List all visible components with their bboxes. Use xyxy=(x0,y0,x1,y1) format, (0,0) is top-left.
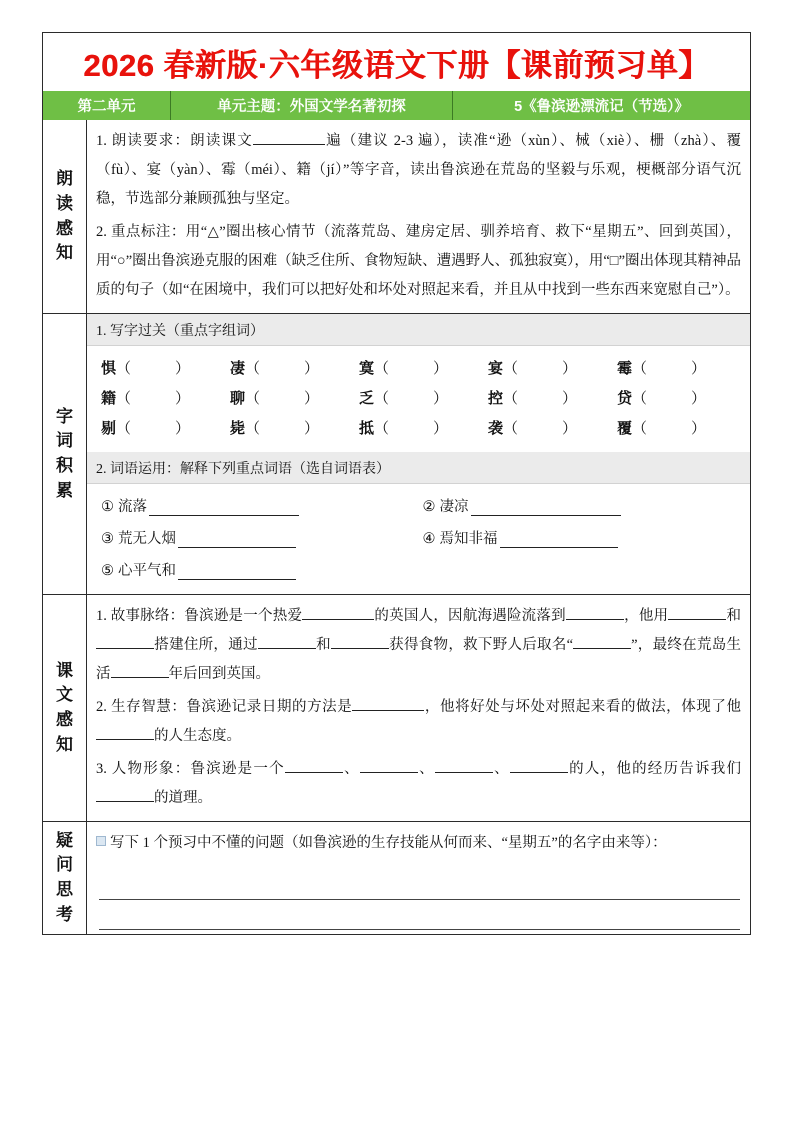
comp3-sep: 、 xyxy=(342,761,360,777)
character-glyph: 袭 xyxy=(488,421,504,437)
comp1-text-i: 年后回到英国。 xyxy=(168,666,270,682)
section-reading xyxy=(43,120,750,314)
question-prompt-text: 写下 1 个预习中不懂的问题（如鲁滨逊的生存技能从何而来、“星期五”的名字由来等）： xyxy=(110,835,667,851)
comp1-text-c: ，他用 xyxy=(623,608,669,624)
character-glyph: 毙 xyxy=(230,421,246,437)
fill-blank[interactable] xyxy=(435,772,493,773)
character-glyph: 凄 xyxy=(230,361,246,377)
vocab-answer-line[interactable] xyxy=(149,502,299,516)
character-item[interactable]: 毙（ ） xyxy=(230,421,320,437)
vocab-row xyxy=(101,490,744,522)
section-label-char: 积 xyxy=(56,456,73,475)
section-vocabulary xyxy=(43,314,750,595)
character-item[interactable]: 剔（ ） xyxy=(101,421,191,437)
character-item[interactable]: 籍（ ） xyxy=(101,391,191,407)
section-label-vocabulary xyxy=(43,314,87,594)
comprehension-item-2 xyxy=(87,691,750,753)
character-glyph: 覆 xyxy=(617,421,633,437)
section-label-char: 考 xyxy=(56,904,73,924)
vocab-row xyxy=(101,554,744,586)
character-glyph: 籍 xyxy=(101,391,117,407)
worksheet-table xyxy=(42,120,751,935)
note-icon xyxy=(96,836,106,846)
comp2-text-c: 的人生态度。 xyxy=(154,728,241,744)
fill-blank[interactable] xyxy=(566,619,624,620)
section-label-char: 知 xyxy=(56,243,73,263)
character-glyph: 乏 xyxy=(359,391,375,407)
section-label-char: 疑 xyxy=(56,830,73,850)
comprehension-item-3 xyxy=(87,753,750,821)
character-item[interactable]: 寞（ ） xyxy=(359,361,449,377)
header-unit: 第二单元 xyxy=(43,91,171,120)
section-label-reading xyxy=(43,120,87,313)
character-item[interactable]: 聊（ ） xyxy=(230,391,320,407)
fill-blank[interactable] xyxy=(96,801,154,802)
comp3-text-b: 的人，他的经历告诉我们 xyxy=(567,761,742,777)
section-label-question xyxy=(43,822,87,934)
character-item[interactable]: 霉（ ） xyxy=(617,361,707,377)
comp2-text-a: 2. 生存智慧：鲁滨逊记录日期的方法是 xyxy=(96,699,353,715)
comp1-text-h: ”，最终在荒岛生活 xyxy=(96,637,742,682)
vocab-definition-list xyxy=(87,484,750,594)
vocab-row xyxy=(101,522,744,554)
fill-blank[interactable] xyxy=(510,772,568,773)
question-answer-area xyxy=(87,860,750,934)
character-glyph: 聊 xyxy=(230,391,246,407)
worksheet-title-bar xyxy=(42,32,751,91)
vocab-item[interactable] xyxy=(101,559,423,580)
fill-blank[interactable] xyxy=(573,648,631,649)
character-glyph: 贷 xyxy=(617,391,633,407)
comp1-text-b: 的英国人，因航海遇险流落到 xyxy=(374,608,566,624)
vocab-number: ③ xyxy=(101,531,114,547)
fill-blank[interactable] xyxy=(302,619,374,620)
character-item[interactable]: 凄（ ） xyxy=(230,361,320,377)
fill-blank[interactable] xyxy=(352,710,424,711)
character-glyph: 寞 xyxy=(359,361,375,377)
section-body-reading xyxy=(87,120,750,313)
section-comprehension xyxy=(43,595,750,822)
character-item[interactable]: 惧（ ） xyxy=(101,361,191,377)
reading-item-2: 2. 重点标注：用“△”圈出核心情节（流落荒岛、建房定居、驯养培育、救下“星期五”、回到英国），用“○”圈出鲁滨逊克服的困难（缺乏住所、食物短缺、遭遇野人、孤独寂寞），用“□”圈出体现其精神品质的句子（如“在困境中，我们可以把好处和坏处对照起来看，并且从中找到一些东西来宽慰自己”）。 xyxy=(96,224,742,298)
fill-blank[interactable] xyxy=(96,648,154,649)
section-label-char: 文 xyxy=(56,685,73,705)
worksheet-page xyxy=(42,32,751,935)
section-question xyxy=(43,822,750,934)
character-item[interactable]: 控（ ） xyxy=(488,391,578,407)
character-item[interactable]: 乏（ ） xyxy=(359,391,449,407)
vocab-answer-line[interactable] xyxy=(500,534,618,548)
comp3-sep: 、 xyxy=(492,761,510,777)
section-label-char: 字 xyxy=(56,406,73,426)
vocab-subheading-2: 2. 词语运用：解释下列重点词语（选自词语表） xyxy=(87,452,750,484)
fill-blank[interactable] xyxy=(331,648,389,649)
character-grid xyxy=(87,346,750,452)
comp1-text-e: 搭建住所，通过 xyxy=(154,637,258,653)
character-item[interactable]: 袭（ ） xyxy=(488,421,578,437)
answer-line[interactable] xyxy=(99,900,740,930)
vocab-word: 凄凉 xyxy=(439,499,469,515)
character-glyph: 宴 xyxy=(488,361,504,377)
vocab-item[interactable] xyxy=(423,495,745,516)
character-item[interactable]: 贷（ ） xyxy=(617,391,707,407)
character-item[interactable]: 宴（ ） xyxy=(488,361,578,377)
section-label-char: 累 xyxy=(56,480,73,500)
vocab-item[interactable] xyxy=(101,527,423,548)
vocab-item-empty xyxy=(423,559,745,580)
fill-blank[interactable] xyxy=(96,739,154,740)
vocab-number: ⑤ xyxy=(101,563,114,579)
character-row xyxy=(101,353,746,383)
character-glyph: 霉 xyxy=(617,361,633,377)
reading-item-1-a: 1. 朗读要求：朗读课文 xyxy=(96,133,253,149)
comp1-text-f: 和 xyxy=(315,637,331,653)
section-label-char: 词 xyxy=(56,431,73,451)
vocab-word: 焉知非福 xyxy=(439,531,498,547)
vocab-word: 心平气和 xyxy=(118,563,176,579)
character-row xyxy=(101,413,746,443)
comp3-text-c: 的道理。 xyxy=(154,790,212,806)
section-label-char: 感 xyxy=(56,710,73,729)
page-title: 2026 春新版·六年级语文下册【课前预习单】 xyxy=(83,47,710,83)
section-label-char: 课 xyxy=(56,660,73,680)
character-row xyxy=(101,383,746,413)
vocab-answer-line[interactable] xyxy=(178,566,296,580)
fill-blank[interactable] xyxy=(253,144,325,145)
section-body-question xyxy=(87,822,750,934)
section-label-comprehension xyxy=(43,595,87,821)
vocab-item[interactable] xyxy=(101,495,423,516)
unit-header-bar xyxy=(42,91,751,120)
answer-line[interactable] xyxy=(99,870,740,900)
character-glyph: 控 xyxy=(488,391,504,407)
comp1-text-a: 1. 故事脉络：鲁滨逊是一个热爱 xyxy=(96,608,303,624)
comp3-text-a: 3. 人物形象：鲁滨逊是一个 xyxy=(96,761,285,777)
section-label-char: 思 xyxy=(56,880,73,899)
vocab-subheading-1: 1. 写字过关（重点字组词） xyxy=(87,314,750,346)
reading-item-1 xyxy=(87,120,750,216)
fill-blank[interactable] xyxy=(111,677,169,678)
fill-blank[interactable] xyxy=(668,619,726,620)
comp3-sep: 、 xyxy=(417,761,435,777)
character-glyph: 抵 xyxy=(359,421,375,437)
vocab-number: ① xyxy=(101,499,114,515)
fill-blank[interactable] xyxy=(360,772,418,773)
vocab-item[interactable] xyxy=(423,527,745,548)
comp1-text-d: 和 xyxy=(726,608,742,624)
character-item[interactable]: 覆（ ） xyxy=(617,421,707,437)
reading-item-1-b: 遍（建议 2-3 遍），读准“逊（xùn）、械（xiè）、栅（zhà）、覆（fù）、宴（yàn）、霉（méi）、籍（jí）”等字音，读出鲁滨逊在荒岛的坚毅与乐观，梗概部分语气沉稳，节选部分兼顾孤独与坚定。 xyxy=(96,133,741,207)
header-lesson: 5《鲁滨逊漂流记（节选）》 xyxy=(453,91,750,120)
fill-blank[interactable] xyxy=(258,648,316,649)
vocab-answer-line[interactable] xyxy=(178,534,296,548)
vocab-answer-line[interactable] xyxy=(471,502,621,516)
section-label-char: 问 xyxy=(56,855,73,875)
comp2-text-b: ，他将好处与坏处对照起来看的做法，体现了他 xyxy=(424,699,741,715)
question-prompt xyxy=(87,822,750,860)
vocab-number: ② xyxy=(422,499,436,515)
section-label-char: 朗 xyxy=(56,169,73,189)
vocab-number: ④ xyxy=(422,531,436,547)
section-label-char: 知 xyxy=(56,734,73,754)
section-body-comprehension xyxy=(87,595,750,821)
character-item[interactable]: 抵（ ） xyxy=(359,421,449,437)
section-label-char: 感 xyxy=(56,218,73,238)
vocab-word: 流落 xyxy=(118,499,147,515)
comp1-text-g: 获得食物，救下野人后取名“ xyxy=(388,637,574,653)
character-glyph: 惧 xyxy=(101,361,117,377)
section-label-char: 读 xyxy=(56,193,73,213)
character-glyph: 剔 xyxy=(101,421,117,437)
vocab-word: 荒无人烟 xyxy=(118,531,176,547)
section-body-vocabulary xyxy=(87,314,750,594)
fill-blank[interactable] xyxy=(285,772,343,773)
comprehension-item-1 xyxy=(87,595,750,691)
header-theme: 单元主题：外国文学名著初探 xyxy=(171,91,453,120)
